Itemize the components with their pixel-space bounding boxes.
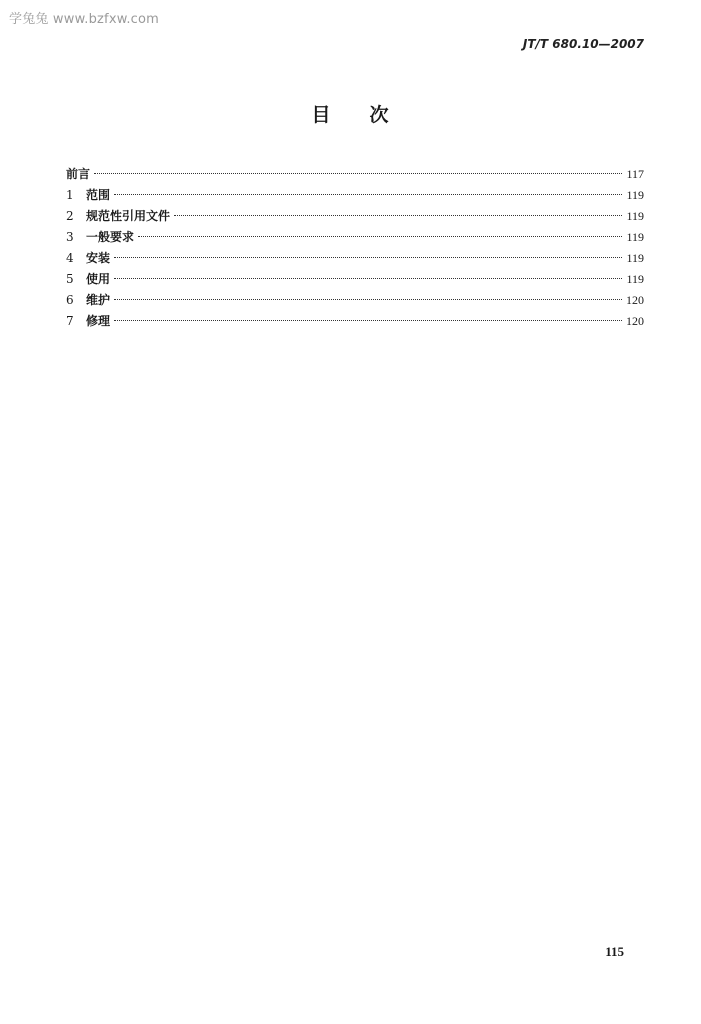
toc-entry-repair[interactable]	[66, 311, 644, 332]
toc-entry-normative-references[interactable]	[66, 206, 644, 227]
toc-title	[0, 100, 701, 127]
toc-entry-label: 前言	[66, 167, 91, 181]
toc-entry-installation[interactable]	[66, 248, 644, 269]
toc-entry-number: 5	[66, 272, 74, 286]
toc-leader-dots	[114, 194, 622, 195]
toc-entry-label: 修理	[86, 314, 111, 328]
toc-leader-dots	[114, 320, 622, 321]
toc-entry-number: 4	[66, 251, 74, 265]
toc-entry-page: 119	[626, 209, 644, 223]
toc-entry-label: 维护	[86, 293, 111, 307]
toc-leader-dots	[114, 299, 622, 300]
toc-title-right: 次	[369, 104, 390, 126]
toc-entry-foreword[interactable]	[66, 164, 644, 185]
toc-leader-dots	[174, 215, 622, 216]
toc-entry-page: 119	[626, 188, 644, 202]
toc-entry-scope[interactable]	[66, 185, 644, 206]
toc-title-left: 目	[311, 104, 332, 126]
toc-entry-page: 120	[626, 314, 644, 328]
toc-entry-general-requirements[interactable]	[66, 227, 644, 248]
toc-entry-label: 一般要求	[86, 230, 135, 244]
toc-entry-page: 120	[626, 293, 644, 307]
toc-leader-dots	[94, 173, 622, 174]
toc-entry-label: 规范性引用文件	[86, 209, 171, 223]
toc-entry-number: 7	[66, 314, 74, 328]
toc-entry-number: 1	[66, 188, 74, 202]
toc-entry-number: 3	[66, 230, 74, 244]
toc-leader-dots	[114, 278, 622, 279]
toc-entry-label: 范围	[86, 188, 111, 202]
toc-entry-label: 使用	[86, 272, 111, 286]
toc-entry-number: 2	[66, 209, 74, 223]
toc-entry-number: 6	[66, 293, 74, 307]
toc-list	[66, 164, 644, 332]
toc-entry-usage[interactable]	[66, 269, 644, 290]
toc-leader-dots	[114, 257, 622, 258]
page-number: 115	[605, 944, 624, 959]
toc-entry-label: 安装	[86, 251, 111, 265]
toc-entry-page: 119	[626, 272, 644, 286]
toc-entry-page: 117	[626, 167, 644, 181]
toc-entry-maintenance[interactable]	[66, 290, 644, 311]
standard-code: JT/T 680.10—2007	[522, 37, 644, 51]
toc-entry-page: 119	[626, 251, 644, 265]
watermark: 学兔兔 www.bzfxw.com	[9, 12, 160, 27]
toc-entry-page: 119	[626, 230, 644, 244]
toc-leader-dots	[138, 236, 622, 237]
